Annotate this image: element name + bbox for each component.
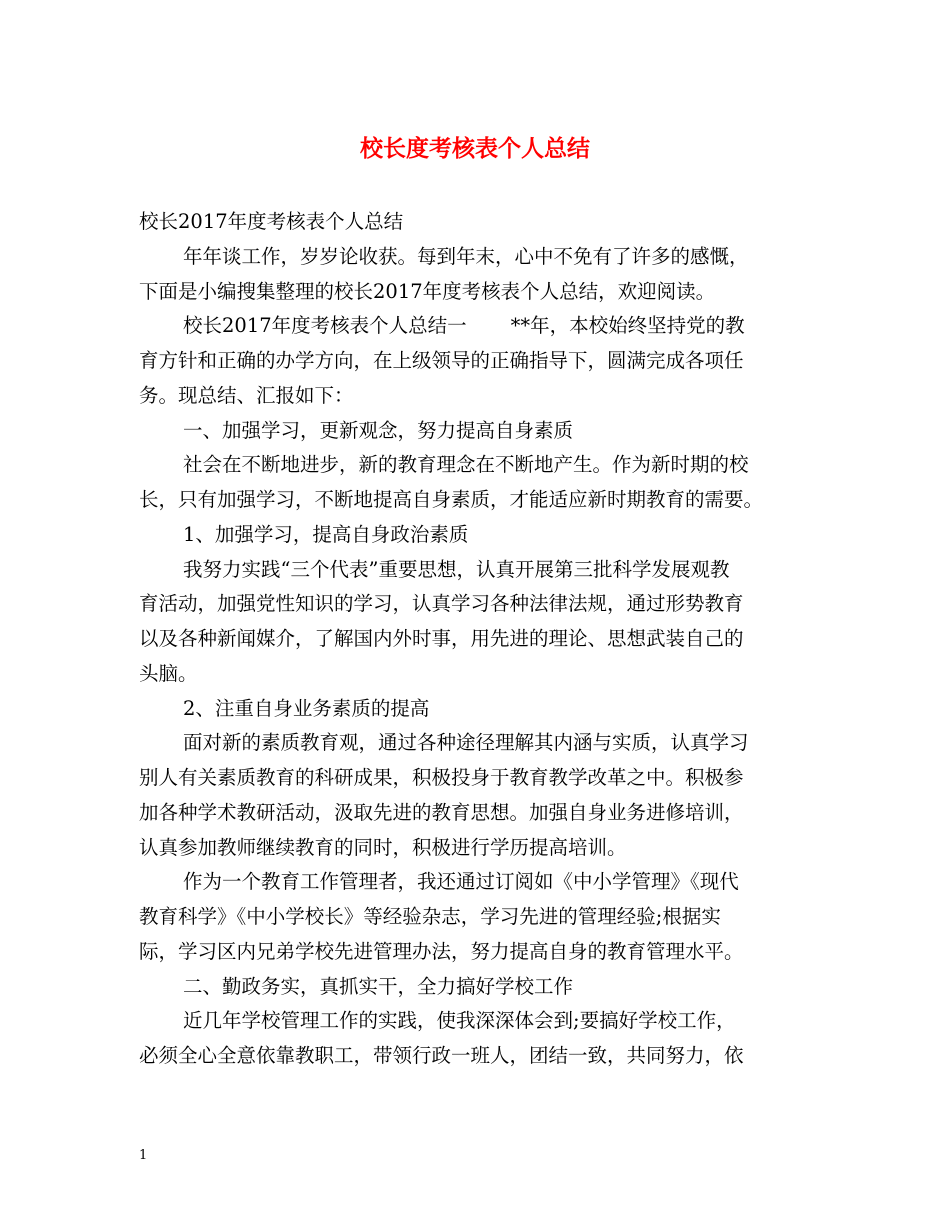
body-line-text: 近几年学校管理工作的实践，使我深深体会到;要搞好学校工作， [183, 1009, 736, 1033]
body-line [139, 448, 829, 483]
body-line [139, 1004, 829, 1039]
body-line [139, 622, 829, 657]
body-line-text: 育方针和正确的办学方向，在上级领导的正确指导下，圆满完成各项任 [139, 349, 744, 372]
body-line-text: 际，学习区内兄弟学校先进管理办法，努力提高自身的教育管理水平。 [139, 939, 744, 963]
body-line-text: 认真参加教师继续教育的同时，积极进行学历提高培训。 [139, 835, 627, 859]
body-line [139, 309, 829, 344]
body-line-text: 务。现总结、汇报如下： [139, 383, 354, 407]
body-line [139, 483, 829, 518]
body-line [139, 379, 829, 414]
body-line-text: 一、加强学习，更新观念，努力提高自身素质 [183, 418, 574, 442]
body-line [139, 553, 829, 588]
body-line [139, 831, 829, 866]
body-line [139, 692, 829, 727]
body-line [139, 900, 829, 935]
body-line-text: 二、勤政务实，真抓实干，全力搞好学校工作 [183, 974, 574, 998]
body-line [139, 761, 829, 796]
body-line [139, 344, 829, 379]
body-line [139, 726, 829, 761]
body-line [139, 240, 829, 275]
body-line-text: 我努力实践“三个代表”重要思想，认真开展第三批科学发展观教 [183, 557, 730, 581]
body-line-text: 校长2017年度考核表个人总结 [139, 210, 404, 233]
body-line [139, 205, 829, 240]
document-body [139, 205, 829, 1074]
body-line-text: 作为一个教育工作管理者，我还通过订阅如《中小学管理》《现代 [183, 870, 739, 894]
body-line-text: 下面是小编搜集整理的校长2017年度考核表个人总结，欢迎阅读。 [139, 279, 716, 303]
page-number: 1 [139, 1148, 148, 1163]
body-line [139, 275, 829, 310]
body-line [139, 1039, 829, 1074]
body-line-text: 面对新的素质教育观，通过各种途径理解其内涵与实质，认真学习 [183, 731, 749, 755]
body-line-text: 1、加强学习，提高自身政治素质 [183, 522, 469, 546]
body-line-text: 别人有关素质教育的科研成果，积极投身于教育教学改革之中。积极参 [139, 766, 744, 789]
body-line-text: 育活动，加强党性知识的学习，认真学习各种法律法规，通过形势教育 [139, 592, 744, 616]
document-title: 校长度考核表个人总结 [360, 135, 590, 162]
body-line-text: 教育科学》《中小学校长》等经验杂志，学习先进的管理经验;根据实 [139, 905, 721, 928]
body-line [139, 970, 829, 1005]
body-line [139, 414, 829, 449]
body-line [139, 587, 829, 622]
body-line-text: 加各种学术教研活动，汲取先进的教育思想。加强自身业务进修培训， [139, 800, 744, 824]
body-line [139, 657, 829, 692]
body-line [139, 935, 829, 970]
body-line [139, 865, 829, 900]
body-line-text: 年年谈工作，岁岁论收获。每到年末，心中不免有了许多的感慨， [183, 244, 749, 268]
body-line-text: 2、注重自身业务素质的提高 [183, 696, 430, 720]
body-line-text: 长，只有加强学习，不断地提高自身素质，才能适应新时期教育的需要。 [139, 488, 764, 511]
body-line-text: 校长2017年度考核表个人总结一 [183, 314, 467, 338]
body-line-tail: **年，本校始终坚持党的教 [510, 314, 745, 338]
body-line-text: 以及各种新闻媒介，了解国内外时事，用先进的理论、思想武装自己的 [139, 627, 744, 650]
body-line [139, 518, 829, 553]
body-line-text: 头脑。 [139, 661, 198, 685]
body-line-text: 社会在不断地进步，新的教育理念在不断地产生。作为新时期的校 [183, 453, 749, 477]
body-line-text: 必须全心全意依靠教职工，带领行政一班人，团结一致，共同努力，依 [139, 1044, 744, 1067]
body-line [139, 796, 829, 831]
